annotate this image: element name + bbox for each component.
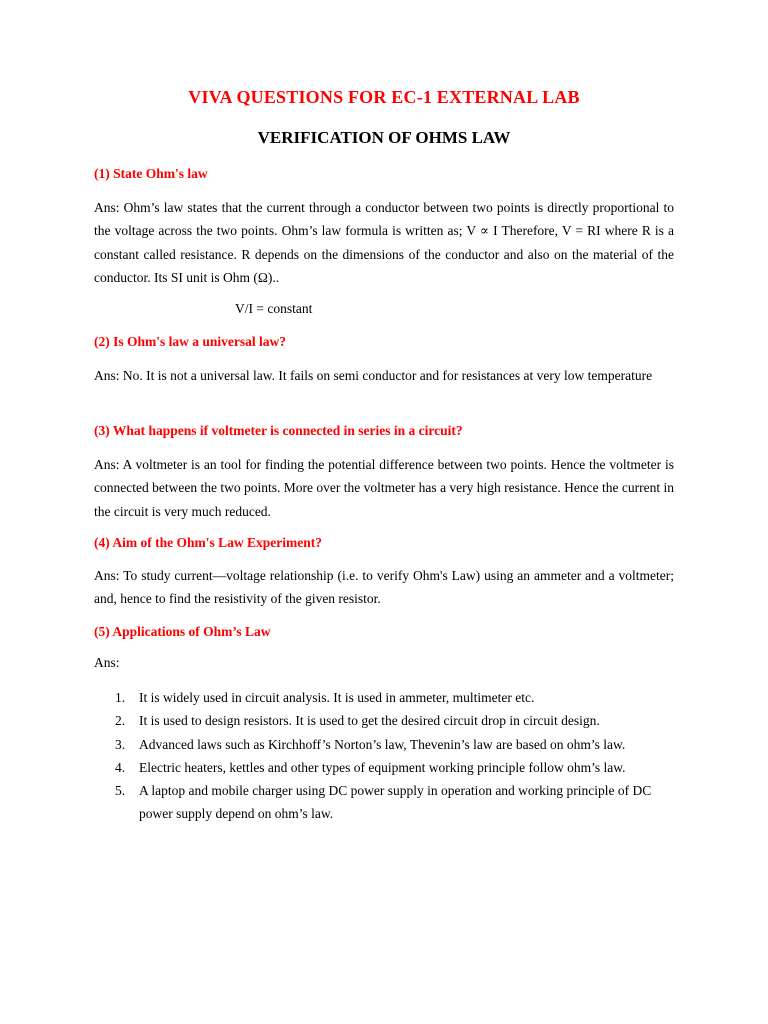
list-item-number: 4. [115, 759, 126, 775]
question-1: (1) State Ohm's law [94, 166, 208, 181]
answer-5-label: Ans: [94, 655, 120, 670]
page-title: VIVA QUESTIONS FOR EC-1 EXTERNAL LAB [188, 87, 580, 107]
applications-list [94, 686, 674, 826]
question-5: (5) Applications of Ohm’s Law [94, 624, 271, 639]
list-item-text: It is widely used in circuit analysis. It is used in ammeter, multimeter etc. [139, 690, 535, 705]
question-4: (4) Aim of the Ohm's Law Experiment? [94, 535, 322, 550]
list-item-number: 3. [115, 736, 126, 752]
list-item-text: It is used to design resistors. It is used to get the desired circuit drop in circuit design. [139, 713, 600, 729]
list-item [94, 779, 674, 826]
list-item-number: 5. [115, 783, 126, 799]
answer-4: Ans: To study current—voltage relationship (i.e. to verify Ohm's Law) using an ammeter and a voltmeter; and, hence to find the resistivity of the given resistor. [94, 568, 674, 607]
answer-1: Ans: Ohm’s law states that the current through a conductor between two points is directly proportional to the voltage across the two points. Ohm’s law formula is written as; V ∝ I Therefore, V = RI where R is a constant called resistance. R depends on the dimensions of the conductor and also on the material of the conductor. Its SI unit is Ohm (Ω).. [94, 200, 674, 285]
formula-1: V/I = constant [235, 301, 313, 316]
list-item-text: Electric heaters, kettles and other types of equipment working principle follow ohm’s law. [139, 759, 626, 775]
answer-3: Ans: A voltmeter is an tool for finding the potential difference between two points. Hence the voltmeter is connected between the two points. More over the voltmeter has a very high resistance. Hence the current in the circuit is very much reduced. [94, 457, 674, 519]
list-item [94, 686, 674, 709]
list-item-text: Advanced laws such as Kirchhoff’s Norton’s law, Thevenin’s law are based on ohm’s law. [139, 736, 626, 752]
list-item-number: 1. [115, 690, 126, 705]
list-item-text: A laptop and mobile charger using DC power supply in operation and working principle of DC power supply depend on ohm’s law. [139, 783, 652, 822]
list-item [94, 733, 674, 756]
list-item-number: 2. [115, 713, 126, 729]
list-item [94, 709, 674, 732]
question-3: (3) What happens if voltmeter is connected in series in a circuit? [94, 423, 463, 438]
list-item [94, 756, 674, 779]
page-subtitle: VERIFICATION OF OHMS LAW [257, 128, 511, 147]
answer-2: Ans: No. It is not a universal law. It fails on semi conductor and for resistances at very low temperature [94, 368, 653, 383]
question-2: (2) Is Ohm's law a universal law? [94, 334, 287, 349]
